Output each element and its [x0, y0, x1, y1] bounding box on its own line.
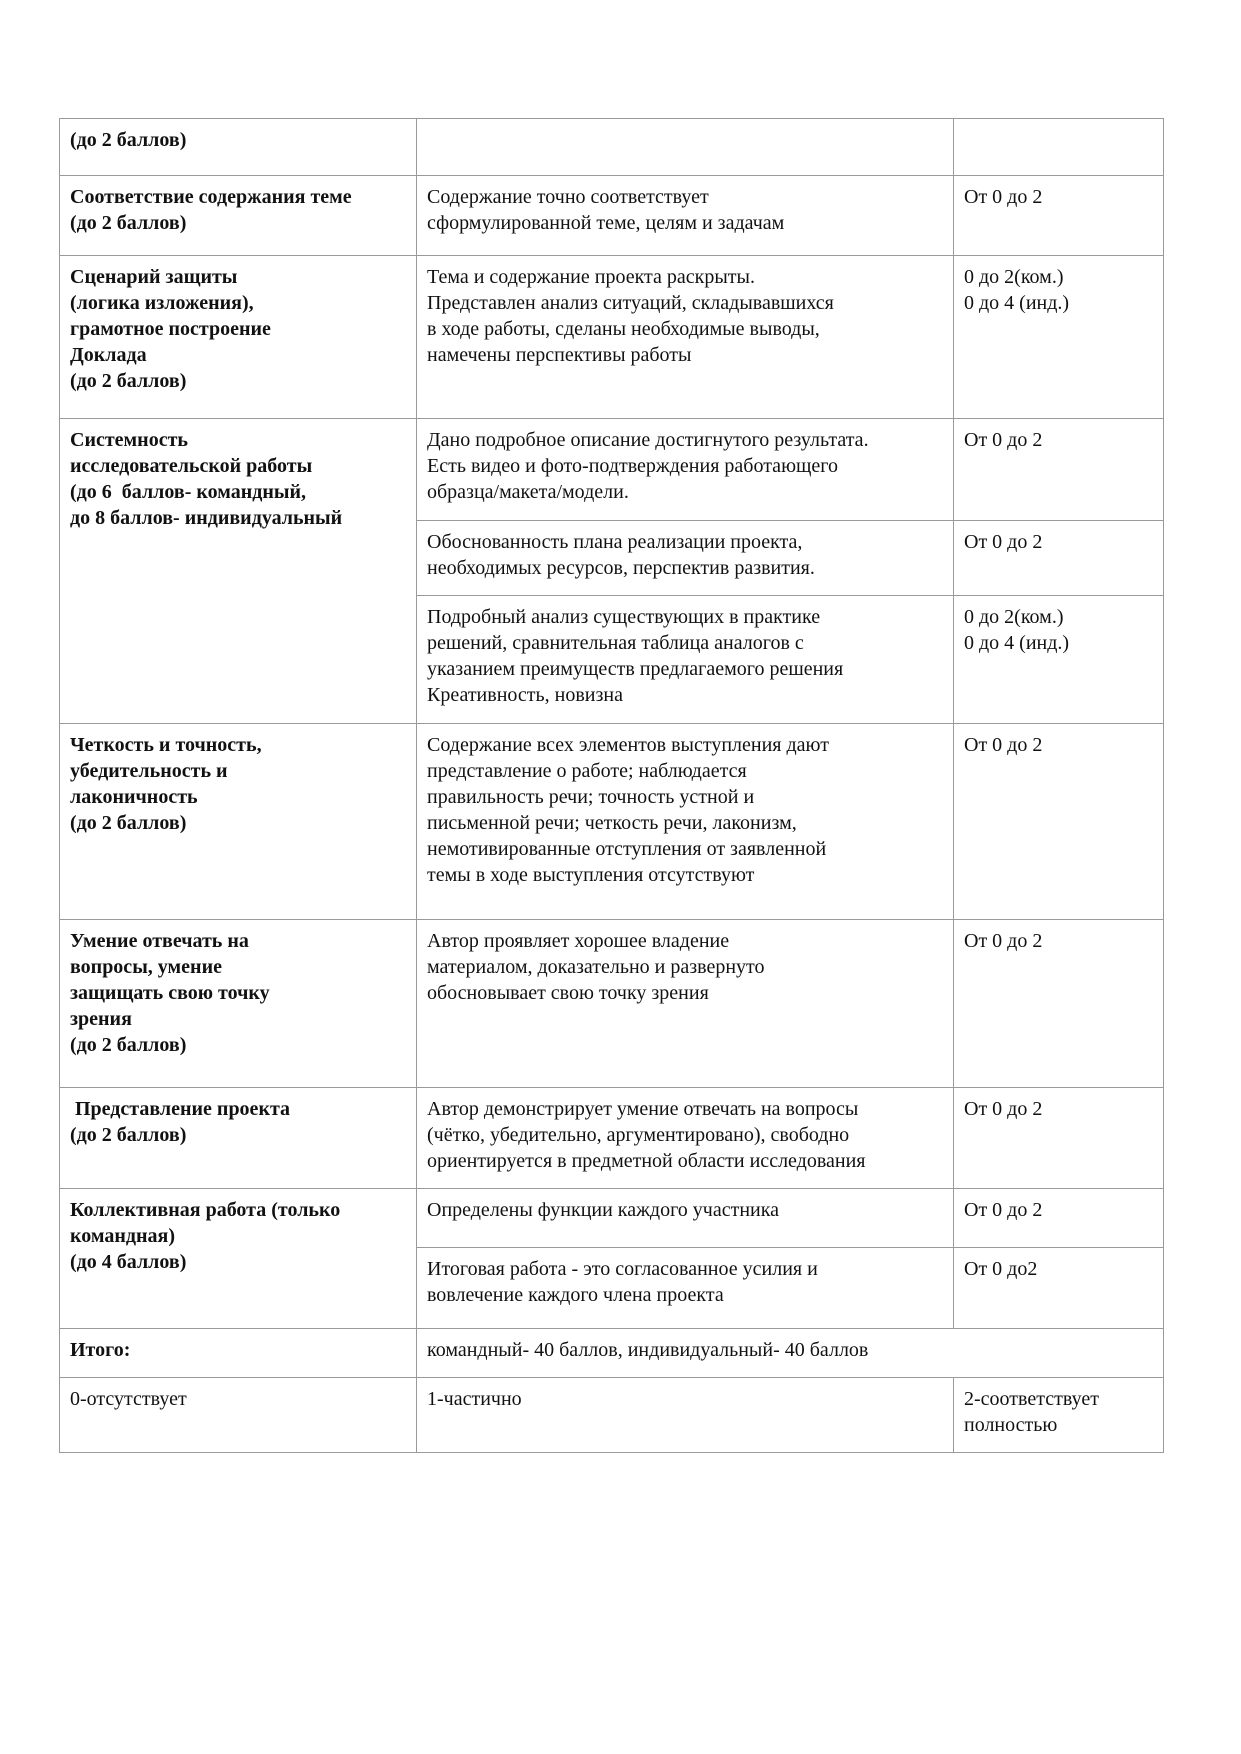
description-text: указанием преимуществ предлагаемого решения	[427, 658, 844, 680]
score-cell	[954, 1088, 1164, 1189]
description-text: сформулированной теме, целям и задачам	[427, 212, 785, 234]
description-text: Содержание точно соответствует	[427, 186, 709, 208]
description-text: решений, сравнительная таблица аналогов с	[427, 632, 804, 654]
criterion-text: грамотное построение	[70, 318, 271, 340]
criterion-text: до 8 баллов- индивидуальный	[70, 507, 343, 529]
description-text: представление о работе; наблюдается	[427, 760, 747, 782]
total-label-cell	[60, 1329, 417, 1378]
criterion-cell	[60, 419, 417, 724]
total-label: Итого:	[70, 1339, 131, 1361]
description-text: Определены функции каждого участника	[427, 1199, 780, 1221]
table-row	[60, 1189, 1164, 1248]
criterion-text: (до 2 баллов)	[70, 1034, 187, 1056]
description-cell	[417, 1248, 954, 1329]
score-text: От 0 до 2	[964, 930, 1043, 952]
description-cell	[417, 596, 954, 724]
criterion-text: Доклада	[70, 344, 147, 366]
criterion-cell	[60, 256, 417, 419]
description-text: темы в ходе выступления отсутствуют	[427, 864, 755, 886]
score-text: 0 до 2(ком.)	[964, 606, 1064, 628]
total-value: командный- 40 баллов, индивидуальный- 40 баллов	[427, 1339, 869, 1361]
score-text: От 0 до 2	[964, 1098, 1043, 1120]
total-row	[60, 1329, 1164, 1378]
table-row	[60, 920, 1164, 1088]
criterion-text: Умение отвечать на	[70, 930, 249, 952]
criterion-text: Сценарий защиты	[70, 266, 238, 288]
description-text: Тема и содержание проекта раскрыты.	[427, 266, 755, 288]
criterion-text: вопросы, умение	[70, 956, 222, 978]
description-text: письменной речи; четкость речи, лаконизм,	[427, 812, 797, 834]
table-row	[60, 1088, 1164, 1189]
score-cell	[954, 1248, 1164, 1329]
description-text: образца/макета/модели.	[427, 481, 629, 503]
table-row	[60, 256, 1164, 419]
description-text: Подробный анализ существующих в практике	[427, 606, 821, 628]
score-cell	[954, 724, 1164, 920]
description-text: намечены перспективы работы	[427, 344, 692, 366]
score-text: От 0 до 2	[964, 734, 1043, 756]
criterion-cell	[60, 1189, 417, 1329]
legend-two: полностью	[964, 1414, 1058, 1436]
score-text: От 0 до 2	[964, 429, 1043, 451]
description-text: Содержание всех элементов выступления дают	[427, 734, 829, 756]
description-cell	[417, 1189, 954, 1248]
criterion-cell	[60, 176, 417, 256]
legend-two-cell	[954, 1378, 1164, 1453]
criterion-text: убедительность и	[70, 760, 228, 782]
description-cell	[417, 521, 954, 596]
score-text: 0 до 4 (инд.)	[964, 632, 1070, 654]
legend-two: 2-соответствует	[964, 1388, 1099, 1410]
description-text: Креативность, новизна	[427, 684, 623, 706]
criterion-text: зрения	[70, 1008, 132, 1030]
table-row	[60, 724, 1164, 920]
score-text: 0 до 2(ком.)	[964, 266, 1064, 288]
description-text: материалом, доказательно и развернуто	[427, 956, 765, 978]
score-text: От 0 до 2	[964, 186, 1043, 208]
description-cell	[417, 1088, 954, 1189]
criterion-text: Коллективная работа (только	[70, 1199, 341, 1221]
table-row	[60, 119, 1164, 176]
criterion-cell	[60, 724, 417, 920]
description-text: обосновывает свою точку зрения	[427, 982, 709, 1004]
description-text: Есть видео и фото-подтверждения работающего	[427, 455, 838, 477]
description-text: Дано подробное описание достигнутого результата.	[427, 429, 869, 451]
description-cell	[417, 256, 954, 419]
description-cell	[417, 419, 954, 521]
legend-one-cell	[417, 1378, 954, 1453]
description-text: (чётко, убедительно, аргументировано), свободно	[427, 1124, 850, 1146]
criterion-text: защищать свою точку	[70, 982, 270, 1004]
score-text: 0 до 4 (инд.)	[964, 292, 1070, 314]
description-text: Обоснованность плана реализации проекта,	[427, 531, 803, 553]
score-cell	[954, 256, 1164, 419]
description-cell	[417, 176, 954, 256]
score-cell	[954, 176, 1164, 256]
score-text: От 0 до 2	[964, 531, 1043, 553]
description-text: вовлечение каждого члена проекта	[427, 1284, 724, 1306]
criterion-text: Представление проекта	[70, 1098, 291, 1120]
criteria-table	[59, 118, 1164, 1453]
legend-row	[60, 1378, 1164, 1453]
legend-zero-cell	[60, 1378, 417, 1453]
description-text: Автор демонстрирует умение отвечать на вопросы	[427, 1098, 859, 1120]
description-cell	[417, 724, 954, 920]
score-text: От 0 до 2	[964, 1199, 1043, 1221]
legend-zero: 0-отсутствует	[70, 1388, 187, 1410]
criterion-text: командная)	[70, 1225, 176, 1247]
description-text: правильность речи; точность устной и	[427, 786, 755, 808]
score-cell	[954, 920, 1164, 1088]
criterion-cell	[60, 920, 417, 1088]
criterion-text: (до 2 баллов)	[70, 370, 187, 392]
score-cell	[954, 1189, 1164, 1248]
description-cell	[417, 119, 954, 176]
criterion-cell	[60, 119, 417, 176]
score-text: От 0 до2	[964, 1258, 1038, 1280]
description-text: Представлен анализ ситуаций, складывавшихся	[427, 292, 834, 314]
criterion-cell	[60, 1088, 417, 1189]
criterion-text: исследовательской работы	[70, 455, 313, 477]
criterion-text: Системность	[70, 429, 188, 451]
score-cell	[954, 119, 1164, 176]
score-cell	[954, 521, 1164, 596]
total-value-cell	[417, 1329, 1164, 1378]
description-cell	[417, 920, 954, 1088]
table-row	[60, 419, 1164, 521]
criterion-text: (логика изложения),	[70, 292, 254, 314]
criterion-text: (до 2 баллов)	[70, 1124, 187, 1146]
table-row	[60, 176, 1164, 256]
criterion-text: (до 6 баллов- командный,	[70, 481, 307, 503]
description-text: ориентируется в предметной области исследования	[427, 1150, 866, 1172]
description-text: немотивированные отступления от заявленной	[427, 838, 827, 860]
criterion-text: (до 2 баллов)	[70, 129, 187, 151]
criterion-text: (до 4 баллов)	[70, 1251, 187, 1273]
description-text: Итоговая работа - это согласованное усилия и	[427, 1258, 818, 1280]
description-text: в ходе работы, сделаны необходимые выводы,	[427, 318, 820, 340]
description-text: Автор проявляет хорошее владение	[427, 930, 730, 952]
description-text: необходимых ресурсов, перспектив развития.	[427, 557, 815, 579]
criterion-text: Четкость и точность,	[70, 734, 262, 756]
criterion-text: Соответствие содержания теме	[70, 186, 352, 208]
legend-one: 1-частично	[427, 1388, 522, 1410]
score-cell	[954, 596, 1164, 724]
criterion-text: (до 2 баллов)	[70, 212, 187, 234]
criterion-text: (до 2 баллов)	[70, 812, 187, 834]
score-cell	[954, 419, 1164, 521]
criterion-text: лаконичность	[70, 786, 198, 808]
